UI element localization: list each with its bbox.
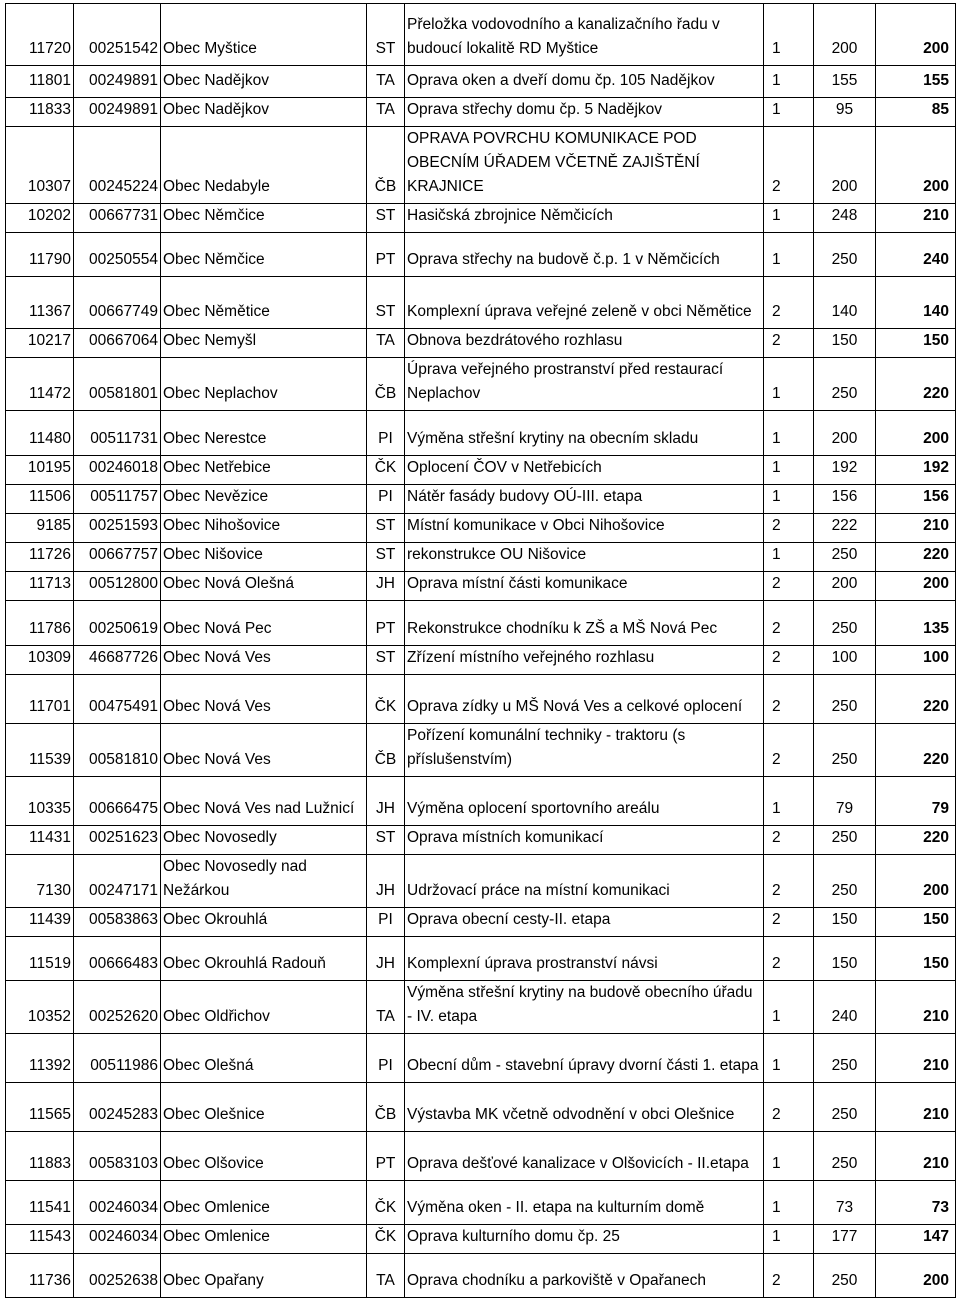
region-cell: TA xyxy=(367,981,405,1034)
granted-amount-cell: 210 xyxy=(876,204,956,233)
municipality-cell: Obec Nadějkov xyxy=(161,66,367,98)
table-row xyxy=(6,1132,956,1181)
table-row xyxy=(6,1254,956,1298)
granted-amount-cell: 150 xyxy=(876,937,956,981)
region-cell: PT xyxy=(367,233,405,277)
table-row xyxy=(6,1034,956,1083)
priority-cell: 2 xyxy=(764,937,814,981)
granted-amount-cell: 73 xyxy=(876,1181,956,1225)
row-id-cell: 11506 xyxy=(6,485,74,514)
municipality-cell: Obec Němčice xyxy=(161,233,367,277)
row-id-cell: 11736 xyxy=(6,1254,74,1298)
project-cell: Obnova bezdrátového rozhlasu xyxy=(405,329,764,358)
requested-amount-cell: 250 xyxy=(814,826,876,855)
requested-amount-cell: 250 xyxy=(814,675,876,724)
row-id-cell: 11720 xyxy=(6,4,74,66)
project-cell: Přeložka vodovodního a kanalizačního řadu v budoucí lokalitě RD Myštice xyxy=(405,4,764,66)
requested-amount-cell: 250 xyxy=(814,1132,876,1181)
requested-amount-cell: 140 xyxy=(814,277,876,329)
row-id-cell: 9185 xyxy=(6,514,74,543)
municipality-cell: Obec Němětice xyxy=(161,277,367,329)
region-cell: ST xyxy=(367,646,405,675)
municipality-cell: Obec Nišovice xyxy=(161,543,367,572)
municipality-cell: Obec Olešná xyxy=(161,1034,367,1083)
ico-cell: 00245283 xyxy=(74,1083,161,1132)
ico-cell: 00251542 xyxy=(74,4,161,66)
row-id-cell: 10352 xyxy=(6,981,74,1034)
priority-cell: 1 xyxy=(764,98,814,127)
priority-cell: 2 xyxy=(764,1254,814,1298)
granted-amount-cell: 85 xyxy=(876,98,956,127)
priority-cell: 2 xyxy=(764,514,814,543)
region-cell: PT xyxy=(367,601,405,646)
table-row xyxy=(6,127,956,204)
ico-cell: 00666475 xyxy=(74,777,161,826)
project-cell: Obecní dům - stavební úpravy dvorní části 1. etapa xyxy=(405,1034,764,1083)
requested-amount-cell: 150 xyxy=(814,908,876,937)
region-cell: ČK xyxy=(367,1181,405,1225)
municipality-cell: Obec Okrouhlá xyxy=(161,908,367,937)
granted-amount-cell: 220 xyxy=(876,724,956,777)
ico-cell: 00245224 xyxy=(74,127,161,204)
ico-cell: 00583103 xyxy=(74,1132,161,1181)
requested-amount-cell: 250 xyxy=(814,724,876,777)
ico-cell: 00246034 xyxy=(74,1225,161,1254)
ico-cell: 00252620 xyxy=(74,981,161,1034)
project-cell: Výměna střešní krytiny na obecním skladu xyxy=(405,411,764,456)
project-cell: Výměna oplocení sportovního areálu xyxy=(405,777,764,826)
granted-amount-cell: 200 xyxy=(876,4,956,66)
project-cell: Pořízení komunální techniky - traktoru (s příslušenstvím) xyxy=(405,724,764,777)
region-cell: PI xyxy=(367,908,405,937)
region-cell: PI xyxy=(367,411,405,456)
granted-amount-cell: 100 xyxy=(876,646,956,675)
requested-amount-cell: 250 xyxy=(814,855,876,908)
municipality-cell: Obec Nová Olešná xyxy=(161,572,367,601)
table-row xyxy=(6,543,956,572)
requested-amount-cell: 200 xyxy=(814,4,876,66)
row-id-cell: 11786 xyxy=(6,601,74,646)
region-cell: ČB xyxy=(367,127,405,204)
granted-amount-cell: 220 xyxy=(876,358,956,411)
row-id-cell: 11472 xyxy=(6,358,74,411)
ico-cell: 00251593 xyxy=(74,514,161,543)
project-cell: Rekonstrukce chodníku k ZŠ a MŠ Nová Pec xyxy=(405,601,764,646)
requested-amount-cell: 192 xyxy=(814,456,876,485)
project-cell: Komplexní úprava veřejné zeleně v obci Němětice xyxy=(405,277,764,329)
ico-cell: 00250619 xyxy=(74,601,161,646)
priority-cell: 1 xyxy=(764,485,814,514)
priority-cell: 2 xyxy=(764,277,814,329)
municipality-cell: Obec Opařany xyxy=(161,1254,367,1298)
row-id-cell: 11367 xyxy=(6,277,74,329)
priority-cell: 1 xyxy=(764,358,814,411)
row-id-cell: 11801 xyxy=(6,66,74,98)
row-id-cell: 11543 xyxy=(6,1225,74,1254)
ico-cell: 00249891 xyxy=(74,66,161,98)
priority-cell: 1 xyxy=(764,1181,814,1225)
requested-amount-cell: 248 xyxy=(814,204,876,233)
region-cell: ČB xyxy=(367,724,405,777)
ico-cell: 00667749 xyxy=(74,277,161,329)
region-cell: TA xyxy=(367,66,405,98)
row-id-cell: 10309 xyxy=(6,646,74,675)
priority-cell: 2 xyxy=(764,826,814,855)
table-row xyxy=(6,855,956,908)
municipality-cell: Obec Okrouhlá Radouň xyxy=(161,937,367,981)
priority-cell: 2 xyxy=(764,855,814,908)
row-id-cell: 11883 xyxy=(6,1132,74,1181)
table-row xyxy=(6,329,956,358)
region-cell: ST xyxy=(367,204,405,233)
project-cell: Zřízení místního veřejného rozhlasu xyxy=(405,646,764,675)
region-cell: JH xyxy=(367,777,405,826)
ico-cell: 00246018 xyxy=(74,456,161,485)
table-row xyxy=(6,777,956,826)
region-cell: JH xyxy=(367,572,405,601)
priority-cell: 1 xyxy=(764,411,814,456)
municipality-cell: Obec Nedabyle xyxy=(161,127,367,204)
municipality-cell: Obec Omlenice xyxy=(161,1181,367,1225)
requested-amount-cell: 150 xyxy=(814,329,876,358)
table-row xyxy=(6,1083,956,1132)
priority-cell: 2 xyxy=(764,675,814,724)
region-cell: ST xyxy=(367,4,405,66)
region-cell: JH xyxy=(367,937,405,981)
priority-cell: 1 xyxy=(764,1225,814,1254)
project-cell: Oprava obecní cesty-II. etapa xyxy=(405,908,764,937)
table-row xyxy=(6,981,956,1034)
municipality-cell: Obec Nadějkov xyxy=(161,98,367,127)
region-cell: TA xyxy=(367,1254,405,1298)
project-cell: Výměna střešní krytiny na budově obecního úřadu - IV. etapa xyxy=(405,981,764,1034)
table-row xyxy=(6,908,956,937)
row-id-cell: 11701 xyxy=(6,675,74,724)
row-id-cell: 10195 xyxy=(6,456,74,485)
municipality-cell: Obec Nová Ves xyxy=(161,724,367,777)
region-cell: PT xyxy=(367,1132,405,1181)
priority-cell: 2 xyxy=(764,127,814,204)
region-cell: ST xyxy=(367,826,405,855)
municipality-cell: Obec Nihošovice xyxy=(161,514,367,543)
municipality-cell: Obec Neplachov xyxy=(161,358,367,411)
requested-amount-cell: 156 xyxy=(814,485,876,514)
project-cell: rekonstrukce OU Nišovice xyxy=(405,543,764,572)
granted-amount-cell: 210 xyxy=(876,1132,956,1181)
row-id-cell: 11790 xyxy=(6,233,74,277)
table-row xyxy=(6,358,956,411)
row-id-cell: 11519 xyxy=(6,937,74,981)
grant-table xyxy=(5,3,956,1298)
requested-amount-cell: 222 xyxy=(814,514,876,543)
requested-amount-cell: 240 xyxy=(814,981,876,1034)
municipality-cell: Obec Nová Pec xyxy=(161,601,367,646)
municipality-cell: Obec Olšovice xyxy=(161,1132,367,1181)
requested-amount-cell: 73 xyxy=(814,1181,876,1225)
priority-cell: 2 xyxy=(764,1083,814,1132)
row-id-cell: 7130 xyxy=(6,855,74,908)
requested-amount-cell: 155 xyxy=(814,66,876,98)
row-id-cell: 11713 xyxy=(6,572,74,601)
region-cell: JH xyxy=(367,855,405,908)
granted-amount-cell: 210 xyxy=(876,514,956,543)
table-row xyxy=(6,1181,956,1225)
municipality-cell: Obec Olešnice xyxy=(161,1083,367,1132)
row-id-cell: 11431 xyxy=(6,826,74,855)
region-cell: TA xyxy=(367,329,405,358)
row-id-cell: 10307 xyxy=(6,127,74,204)
ico-cell: 00475491 xyxy=(74,675,161,724)
ico-cell: 00250554 xyxy=(74,233,161,277)
granted-amount-cell: 210 xyxy=(876,1034,956,1083)
table-row xyxy=(6,724,956,777)
requested-amount-cell: 95 xyxy=(814,98,876,127)
requested-amount-cell: 200 xyxy=(814,572,876,601)
granted-amount-cell: 135 xyxy=(876,601,956,646)
priority-cell: 2 xyxy=(764,646,814,675)
granted-amount-cell: 220 xyxy=(876,543,956,572)
municipality-cell: Obec Nerestce xyxy=(161,411,367,456)
municipality-cell: Obec Němčice xyxy=(161,204,367,233)
project-cell: OPRAVA POVRCHU KOMUNIKACE POD OBECNÍM ÚŘADEM VČETNĚ ZAJIŠTĚNÍ KRAJNICE xyxy=(405,127,764,204)
requested-amount-cell: 250 xyxy=(814,358,876,411)
project-cell: Oprava zídky u MŠ Nová Ves a celkové oplocení xyxy=(405,675,764,724)
table-row xyxy=(6,204,956,233)
granted-amount-cell: 140 xyxy=(876,277,956,329)
table-row xyxy=(6,826,956,855)
priority-cell: 2 xyxy=(764,572,814,601)
municipality-cell: Obec Nová Ves xyxy=(161,675,367,724)
row-id-cell: 11392 xyxy=(6,1034,74,1083)
table-row xyxy=(6,601,956,646)
ico-cell: 00511986 xyxy=(74,1034,161,1083)
granted-amount-cell: 200 xyxy=(876,572,956,601)
row-id-cell: 11480 xyxy=(6,411,74,456)
granted-amount-cell: 192 xyxy=(876,456,956,485)
ico-cell: 00512800 xyxy=(74,572,161,601)
granted-amount-cell: 220 xyxy=(876,826,956,855)
requested-amount-cell: 250 xyxy=(814,1034,876,1083)
ico-cell: 00667064 xyxy=(74,329,161,358)
table-row xyxy=(6,98,956,127)
region-cell: PI xyxy=(367,1034,405,1083)
ico-cell: 00247171 xyxy=(74,855,161,908)
table-row xyxy=(6,485,956,514)
table-row xyxy=(6,675,956,724)
municipality-cell: Obec Oldřichov xyxy=(161,981,367,1034)
granted-amount-cell: 150 xyxy=(876,908,956,937)
ico-cell: 46687726 xyxy=(74,646,161,675)
row-id-cell: 10335 xyxy=(6,777,74,826)
granted-amount-cell: 220 xyxy=(876,675,956,724)
requested-amount-cell: 250 xyxy=(814,1254,876,1298)
region-cell: ČB xyxy=(367,358,405,411)
granted-amount-cell: 200 xyxy=(876,1254,956,1298)
region-cell: ST xyxy=(367,277,405,329)
table-row xyxy=(6,456,956,485)
region-cell: ČB xyxy=(367,1083,405,1132)
project-cell: Oprava dešťové kanalizace v Olšovicích - II.etapa xyxy=(405,1132,764,1181)
priority-cell: 1 xyxy=(764,1034,814,1083)
ico-cell: 00246034 xyxy=(74,1181,161,1225)
table-row xyxy=(6,66,956,98)
table-row xyxy=(6,646,956,675)
row-id-cell: 11439 xyxy=(6,908,74,937)
priority-cell: 1 xyxy=(764,1132,814,1181)
row-id-cell: 11833 xyxy=(6,98,74,127)
municipality-cell: Obec Novosedly xyxy=(161,826,367,855)
ico-cell: 00249891 xyxy=(74,98,161,127)
project-cell: Udržovací práce na místní komunikaci xyxy=(405,855,764,908)
priority-cell: 1 xyxy=(764,204,814,233)
requested-amount-cell: 100 xyxy=(814,646,876,675)
row-id-cell: 11541 xyxy=(6,1181,74,1225)
granted-amount-cell: 200 xyxy=(876,411,956,456)
municipality-cell: Obec Nemyšl xyxy=(161,329,367,358)
municipality-cell: Obec Nová Ves xyxy=(161,646,367,675)
requested-amount-cell: 250 xyxy=(814,1083,876,1132)
row-id-cell: 10217 xyxy=(6,329,74,358)
municipality-cell: Obec Novosedly nad Nežárkou xyxy=(161,855,367,908)
project-cell: Oprava kulturního domu čp. 25 xyxy=(405,1225,764,1254)
granted-amount-cell: 200 xyxy=(876,855,956,908)
municipality-cell: Obec Omlenice xyxy=(161,1225,367,1254)
region-cell: ČK xyxy=(367,1225,405,1254)
priority-cell: 1 xyxy=(764,4,814,66)
table-row xyxy=(6,514,956,543)
ico-cell: 00581801 xyxy=(74,358,161,411)
requested-amount-cell: 200 xyxy=(814,127,876,204)
priority-cell: 1 xyxy=(764,66,814,98)
priority-cell: 1 xyxy=(764,981,814,1034)
project-cell: Oprava chodníku a parkoviště v Opařanech xyxy=(405,1254,764,1298)
granted-amount-cell: 240 xyxy=(876,233,956,277)
priority-cell: 1 xyxy=(764,456,814,485)
municipality-cell: Obec Myštice xyxy=(161,4,367,66)
project-cell: Oprava oken a dveří domu čp. 105 Nadějkov xyxy=(405,66,764,98)
priority-cell: 1 xyxy=(764,777,814,826)
ico-cell: 00667731 xyxy=(74,204,161,233)
row-id-cell: 11565 xyxy=(6,1083,74,1132)
ico-cell: 00511757 xyxy=(74,485,161,514)
ico-cell: 00583863 xyxy=(74,908,161,937)
project-cell: Nátěr fasády budovy OÚ-III. etapa xyxy=(405,485,764,514)
project-cell: Oprava místních komunikací xyxy=(405,826,764,855)
requested-amount-cell: 250 xyxy=(814,233,876,277)
project-cell: Komplexní úprava prostranství návsi xyxy=(405,937,764,981)
project-cell: Oprava střechy na budově č.p. 1 v Němčicích xyxy=(405,233,764,277)
granted-amount-cell: 210 xyxy=(876,1083,956,1132)
priority-cell: 1 xyxy=(764,543,814,572)
table-body xyxy=(6,4,956,1298)
region-cell: TA xyxy=(367,98,405,127)
requested-amount-cell: 177 xyxy=(814,1225,876,1254)
requested-amount-cell: 250 xyxy=(814,543,876,572)
priority-cell: 1 xyxy=(764,233,814,277)
project-cell: Úprava veřejného prostranství před restaurací Neplachov xyxy=(405,358,764,411)
municipality-cell: Obec Netřebice xyxy=(161,456,367,485)
project-cell: Výměna oken - II. etapa na kulturním domě xyxy=(405,1181,764,1225)
ico-cell: 00581810 xyxy=(74,724,161,777)
ico-cell: 00666483 xyxy=(74,937,161,981)
municipality-cell: Obec Nevězice xyxy=(161,485,367,514)
requested-amount-cell: 150 xyxy=(814,937,876,981)
project-cell: Výstavba MK včetně odvodnění v obci Olešnice xyxy=(405,1083,764,1132)
region-cell: ST xyxy=(367,514,405,543)
row-id-cell: 11726 xyxy=(6,543,74,572)
priority-cell: 2 xyxy=(764,601,814,646)
requested-amount-cell: 79 xyxy=(814,777,876,826)
requested-amount-cell: 250 xyxy=(814,601,876,646)
project-cell: Hasičská zbrojnice Němčicích xyxy=(405,204,764,233)
municipality-cell: Obec Nová Ves nad Lužnicí xyxy=(161,777,367,826)
requested-amount-cell: 200 xyxy=(814,411,876,456)
granted-amount-cell: 79 xyxy=(876,777,956,826)
granted-amount-cell: 150 xyxy=(876,329,956,358)
priority-cell: 2 xyxy=(764,908,814,937)
table-row xyxy=(6,233,956,277)
region-cell: PI xyxy=(367,485,405,514)
project-cell: Místní komunikace v Obci Nihošovice xyxy=(405,514,764,543)
region-cell: ČK xyxy=(367,456,405,485)
row-id-cell: 11539 xyxy=(6,724,74,777)
ico-cell: 00667757 xyxy=(74,543,161,572)
project-cell: Oprava místní části komunikace xyxy=(405,572,764,601)
table-row xyxy=(6,277,956,329)
project-cell: Oplocení ČOV v Netřebicích xyxy=(405,456,764,485)
priority-cell: 2 xyxy=(764,724,814,777)
ico-cell: 00251623 xyxy=(74,826,161,855)
region-cell: ST xyxy=(367,543,405,572)
granted-amount-cell: 210 xyxy=(876,981,956,1034)
ico-cell: 00511731 xyxy=(74,411,161,456)
ico-cell: 00252638 xyxy=(74,1254,161,1298)
table-row xyxy=(6,1225,956,1254)
table-row xyxy=(6,572,956,601)
granted-amount-cell: 147 xyxy=(876,1225,956,1254)
granted-amount-cell: 156 xyxy=(876,485,956,514)
region-cell: ČK xyxy=(367,675,405,724)
granted-amount-cell: 155 xyxy=(876,66,956,98)
row-id-cell: 10202 xyxy=(6,204,74,233)
table-row xyxy=(6,937,956,981)
priority-cell: 2 xyxy=(764,329,814,358)
granted-amount-cell: 200 xyxy=(876,127,956,204)
project-cell: Oprava střechy domu čp. 5 Nadějkov xyxy=(405,98,764,127)
table-row xyxy=(6,411,956,456)
table-row xyxy=(6,4,956,66)
